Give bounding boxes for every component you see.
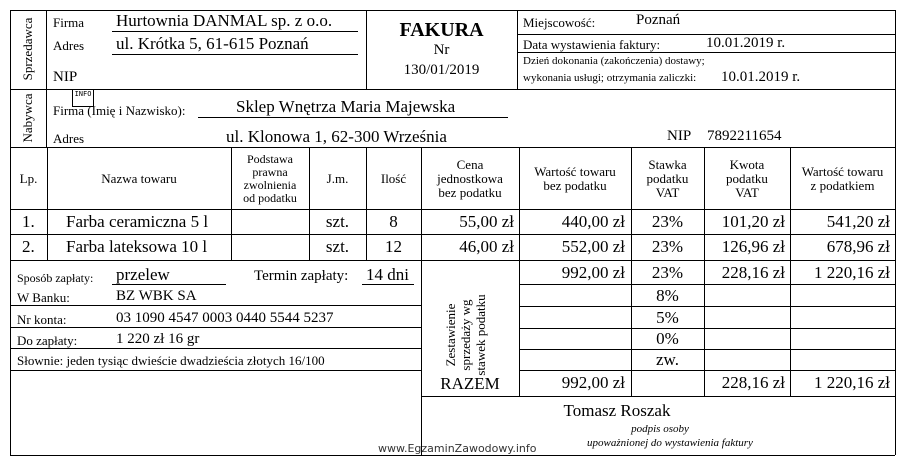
summary-total-tax: 228,16 zł xyxy=(721,373,785,392)
invoice-number: 130/01/2019 xyxy=(403,62,480,78)
signature-caption-1: podpis osoby xyxy=(631,423,689,435)
row-net: 552,00 zł xyxy=(561,237,625,256)
row-tax: 126,96 zł xyxy=(721,237,785,256)
summary-rate: 5% xyxy=(656,308,679,327)
row-rate: 23% xyxy=(651,212,684,231)
account-label: Nr konta: xyxy=(17,312,67,327)
amount-in-words: Słownie: jeden tysiąc dwieście dwadzieścia złotych 16/100 xyxy=(17,353,325,368)
row-lp: 2. xyxy=(22,237,35,256)
account-value: 03 1090 4547 0003 0440 5544 5237 xyxy=(116,310,334,326)
buyer-firm-label: Firma (Imię i Nazwisko): xyxy=(53,103,186,118)
due-value: 1 220 zł 16 gr xyxy=(116,331,200,347)
place-value: Poznań xyxy=(636,12,681,28)
summary-rate: 0% xyxy=(656,329,679,348)
buyer-address-value: ul. Klonowa 1, 62-300 Września xyxy=(226,127,447,146)
row-tax: 101,20 zł xyxy=(721,212,785,231)
delivery-label-1: Dzień dokonania (zakończenia) dostawy; xyxy=(523,55,705,67)
header-name: Nazwa towaru xyxy=(101,170,177,186)
buyer-firm-value: Sklep Wnętrza Maria Majewska xyxy=(236,97,456,116)
row-name: Farba ceramiczna 5 l xyxy=(66,212,209,231)
header-legal-basis: Podstawa prawna zwolnienia od podatku xyxy=(243,151,297,205)
row-name: Farba lateksowa 10 l xyxy=(66,237,208,256)
issue-date-value: 10.01.2019 r. xyxy=(706,35,786,51)
row-rate: 23% xyxy=(651,237,684,256)
header-net-value: Wartość towaru bez podatku xyxy=(534,163,616,193)
issue-date-label: Data wystawienia faktury: xyxy=(523,37,661,52)
row-qty: 8 xyxy=(389,212,398,231)
due-label: Do zapłaty: xyxy=(17,333,78,348)
header-vat-rate: Stawka podatku VAT xyxy=(646,156,689,200)
buyer-nip-value: 7892211654 xyxy=(707,128,782,144)
row-gross: 678,96 zł xyxy=(826,237,890,256)
watermark-link[interactable]: www.EgzaminZawodowy.info xyxy=(378,442,537,455)
invoice-title: FAKURA xyxy=(399,19,484,41)
seller-address-value: ul. Krótka 5, 61-615 Poznań xyxy=(116,34,309,53)
summary-side-label: Zestawienie sprzedaży wg stawek podatku xyxy=(443,294,488,376)
seller-firm-value: Hurtownia DANMAL sp. z o.o. xyxy=(116,11,333,30)
header-unit: J.m. xyxy=(326,170,349,186)
summary-rate: 23% xyxy=(651,263,684,282)
row-price: 46,00 zł xyxy=(459,237,514,256)
summary-rate: zw. xyxy=(656,350,679,369)
row-unit: szt. xyxy=(325,237,350,256)
header-qty: Ilość xyxy=(380,170,407,186)
buyer-address-label: Adres xyxy=(53,131,85,146)
bank-label: W Banku: xyxy=(17,290,70,305)
signatory-name: Tomasz Roszak xyxy=(563,401,671,420)
row-qty: 12 xyxy=(385,237,402,256)
seller-section-label: Sprzedawca xyxy=(20,17,35,81)
signature-caption-2: upoważnionej do wystawienia faktury xyxy=(587,437,753,449)
delivery-date-value: 10.01.2019 r. xyxy=(721,69,801,85)
seller-address-label: Adres xyxy=(53,38,85,53)
seller-firm-label: Firma xyxy=(53,15,85,30)
payment-method-label: Sposób zapłaty: xyxy=(17,271,94,285)
bank-value: BZ WBK SA xyxy=(116,288,197,304)
summary-total-gross: 1 220,16 zł xyxy=(813,373,890,392)
summary-total-net: 992,00 zł xyxy=(561,373,625,392)
payment-term-value: 14 dni xyxy=(366,265,409,284)
header-gross-value: Wartość towaru z podatkiem xyxy=(801,163,884,193)
summary-tax: 228,16 zł xyxy=(721,263,785,282)
summary-net: 992,00 zł xyxy=(561,263,625,282)
payment-term-label: Termin zapłaty: xyxy=(254,268,349,284)
header-vat-amount: Kwota podatku VAT xyxy=(726,156,768,200)
delivery-label-2: wykonania usługi; otrzymania zaliczki: xyxy=(523,72,697,84)
row-price: 55,00 zł xyxy=(459,212,514,231)
header-lp: Lp. xyxy=(19,170,38,186)
header-unit-price: Cena jednostkowa bez podatku xyxy=(437,156,503,200)
place-label: Miejscowość: xyxy=(523,15,596,30)
payment-method-value: przelew xyxy=(116,265,170,284)
row-gross: 541,20 zł xyxy=(826,212,890,231)
info-logo-icon: INFO xyxy=(72,89,94,107)
row-unit: szt. xyxy=(325,212,350,231)
invoice-nr-label: Nr xyxy=(433,42,450,58)
seller-nip-label: NIP xyxy=(53,69,78,85)
row-lp: 1. xyxy=(22,212,35,231)
row-net: 440,00 zł xyxy=(561,212,625,231)
buyer-section-label: Nabywca xyxy=(20,93,35,143)
summary-total-label: RAZEM xyxy=(440,374,500,393)
summary-gross: 1 220,16 zł xyxy=(813,263,890,282)
buyer-nip-label: NIP xyxy=(667,128,692,144)
summary-rate: 8% xyxy=(656,286,679,305)
